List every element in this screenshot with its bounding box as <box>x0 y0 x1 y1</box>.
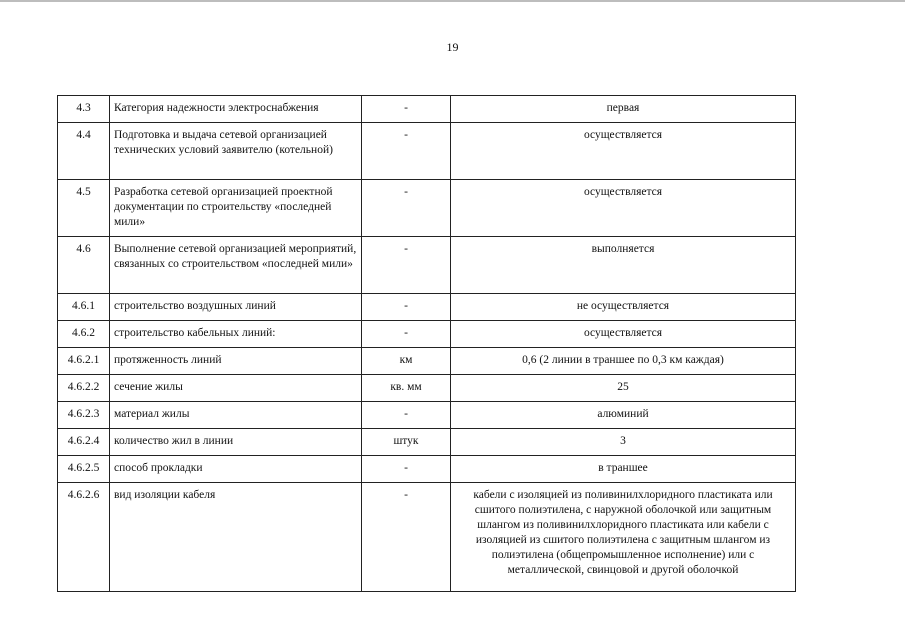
row-value: осуществляется <box>451 123 796 180</box>
row-unit: - <box>362 180 451 237</box>
table-row <box>58 123 796 180</box>
row-value: выполняется <box>451 237 796 294</box>
row-number: 4.6.2.1 <box>58 348 110 375</box>
table-row <box>58 96 796 123</box>
row-name: Выполнение сетевой организацией мероприятий, связанных со строительством «последней мили» <box>110 237 362 294</box>
row-name: Категория надежности электроснабжения <box>110 96 362 123</box>
row-unit: - <box>362 294 451 321</box>
row-unit: штук <box>362 429 451 456</box>
row-value: осуществляется <box>451 321 796 348</box>
row-name: способ прокладки <box>110 456 362 483</box>
row-number: 4.6.2.2 <box>58 375 110 402</box>
row-name: Подготовка и выдача сетевой организацией технических условий заявителю (котельной) <box>110 123 362 180</box>
row-number: 4.6.2.6 <box>58 483 110 592</box>
row-number: 4.6.1 <box>58 294 110 321</box>
table-row <box>58 375 796 402</box>
row-number: 4.3 <box>58 96 110 123</box>
top-rule <box>0 0 905 2</box>
table-row <box>58 294 796 321</box>
row-value: первая <box>451 96 796 123</box>
table-row <box>58 321 796 348</box>
row-unit: - <box>362 483 451 592</box>
row-number: 4.4 <box>58 123 110 180</box>
row-value: осуществляется <box>451 180 796 237</box>
row-unit: кв. мм <box>362 375 451 402</box>
row-name: сечение жилы <box>110 375 362 402</box>
table-row <box>58 402 796 429</box>
row-value: 25 <box>451 375 796 402</box>
row-unit: - <box>362 96 451 123</box>
row-value: не осуществляется <box>451 294 796 321</box>
row-value: кабели с изоляцией из поливинилхлоридного пластиката или сшитого полиэтилена, с наружной оболочкой или защитным шлангом из поливинилхлоридного пластиката или кабели с изоляцией из сшитого полиэтилена с защитным шлангом из полиэтилена (общепромышленное исполнение) или с металлической, свинцовой и другой оболочкой <box>451 483 796 592</box>
row-number: 4.6.2.4 <box>58 429 110 456</box>
row-value: 3 <box>451 429 796 456</box>
row-value: алюминий <box>451 402 796 429</box>
row-unit: - <box>362 402 451 429</box>
row-name: строительство воздушных линий <box>110 294 362 321</box>
row-name: материал жилы <box>110 402 362 429</box>
row-unit: - <box>362 237 451 294</box>
row-name: строительство кабельных линий: <box>110 321 362 348</box>
row-number: 4.6.2 <box>58 321 110 348</box>
row-unit: км <box>362 348 451 375</box>
row-number: 4.5 <box>58 180 110 237</box>
row-value: 0,6 (2 линии в траншее по 0,3 км каждая) <box>451 348 796 375</box>
table-row <box>58 429 796 456</box>
row-value: в траншее <box>451 456 796 483</box>
row-name: Разработка сетевой организацией проектной документации по строительству «последней мили» <box>110 180 362 237</box>
spec-table <box>57 95 796 592</box>
table-row <box>58 180 796 237</box>
row-number: 4.6.2.5 <box>58 456 110 483</box>
table-row <box>58 237 796 294</box>
row-unit: - <box>362 456 451 483</box>
table-row <box>58 456 796 483</box>
page-number: 19 <box>446 40 459 54</box>
row-number: 4.6 <box>58 237 110 294</box>
row-name: количество жил в линии <box>110 429 362 456</box>
table-row <box>58 483 796 592</box>
row-name: протяженность линий <box>110 348 362 375</box>
row-unit: - <box>362 321 451 348</box>
table-row <box>58 348 796 375</box>
row-unit: - <box>362 123 451 180</box>
row-name: вид изоляции кабеля <box>110 483 362 592</box>
row-number: 4.6.2.3 <box>58 402 110 429</box>
